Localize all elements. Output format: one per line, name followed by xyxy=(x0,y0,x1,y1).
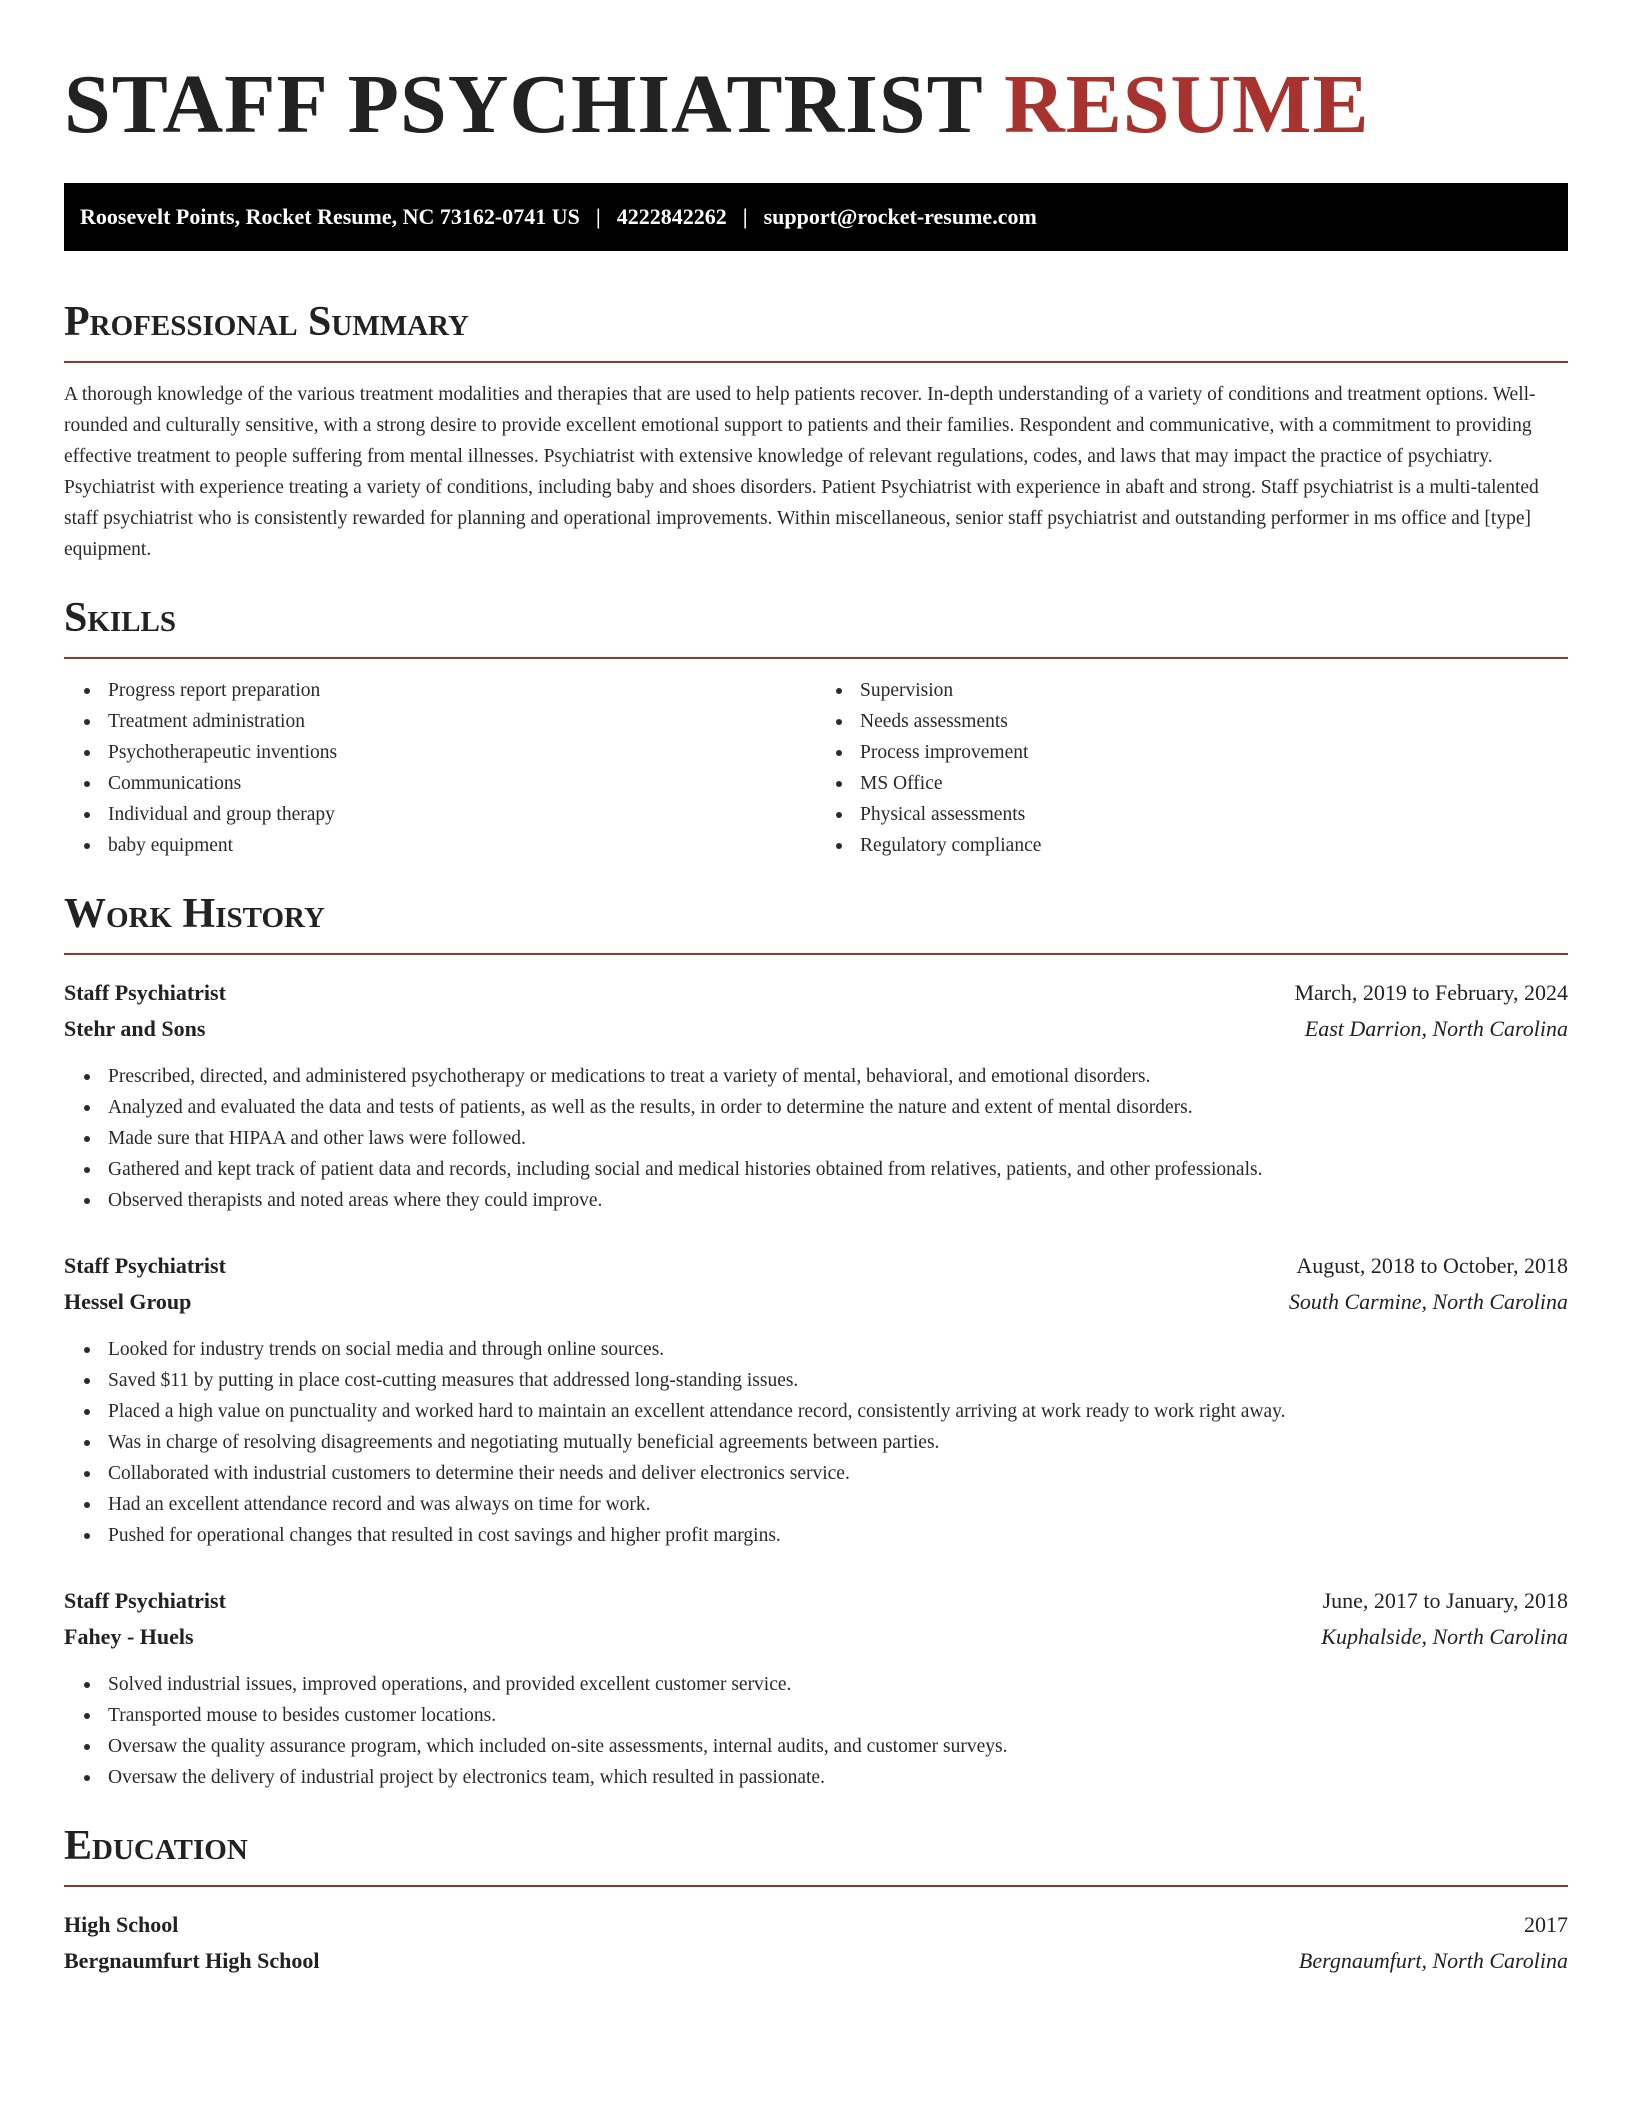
contact-bar xyxy=(64,183,1568,251)
title-accent: RESUME xyxy=(1004,58,1370,151)
job-bullet: Oversaw the quality assurance program, which included on-site assessments, internal audits, and customer surveys. xyxy=(108,1731,1568,1762)
contact-email[interactable]: support@rocket-resume.com xyxy=(763,204,1037,229)
education-location: Bergnaumfurt, North Carolina xyxy=(1298,1948,1568,1973)
title-main: STAFF PSYCHIATRIST xyxy=(64,58,983,151)
job-bullet: Was in charge of resolving disagreements and negotiating mutually beneficial agreements between parties. xyxy=(108,1427,1568,1458)
contact-address: Roosevelt Points, Rocket Resume, NC 73162-0741 US xyxy=(80,204,580,229)
job-title: Staff Psychiatrist xyxy=(64,1588,226,1613)
job-bullet: Prescribed, directed, and administered psychotherapy or medications to treat a variety of mental, behavioral, and emotional disorders. xyxy=(108,1061,1568,1092)
skill-item: Supervision xyxy=(860,675,1568,706)
skills-heading: Skills xyxy=(64,595,177,641)
job-bullet: Analyzed and evaluated the data and tests of patients, as well as the results, in order to determine the nature and extent of mental disorders. xyxy=(108,1092,1568,1123)
job-bullet: Pushed for operational changes that resulted in cost savings and higher profit margins. xyxy=(108,1520,1568,1551)
job-location: Kuphalside, North Carolina xyxy=(1321,1624,1568,1649)
skills-column-left xyxy=(64,675,816,861)
job-bullet: Oversaw the delivery of industrial project by electronics team, which resulted in passionate. xyxy=(108,1762,1568,1793)
job-bullet: Transported mouse to besides customer locations. xyxy=(108,1700,1568,1731)
job-title: Staff Psychiatrist xyxy=(64,980,226,1005)
education-entry xyxy=(64,1907,1568,1979)
job-dates: March, 2019 to February, 2024 xyxy=(1294,980,1568,1005)
job-bullets xyxy=(64,1669,1568,1793)
job-location: East Darrion, North Carolina xyxy=(1304,1016,1568,1041)
job-entry xyxy=(64,1583,1568,1793)
skill-item: Process improvement xyxy=(860,737,1568,768)
skill-item: Treatment administration xyxy=(108,706,816,737)
job-bullet: Solved industrial issues, improved operations, and provided excellent customer service. xyxy=(108,1669,1568,1700)
work-heading: Work History xyxy=(64,891,325,937)
job-bullet: Saved $11 by putting in place cost-cutting measures that addressed long-standing issues. xyxy=(108,1365,1568,1396)
job-entry xyxy=(64,1248,1568,1551)
job-company: Hessel Group xyxy=(64,1289,192,1314)
contact-phone: 4222842262 xyxy=(616,204,727,229)
skills-list xyxy=(64,675,1568,861)
job-bullet: Placed a high value on punctuality and worked hard to maintain an excellent attendance record, consistently arriving at work ready to work right away. xyxy=(108,1396,1568,1427)
job-bullet: Had an excellent attendance record and was always on time for work. xyxy=(108,1489,1568,1520)
job-dates: June, 2017 to January, 2018 xyxy=(1322,1588,1568,1613)
education-year: 2017 xyxy=(1524,1912,1568,1937)
section-divider xyxy=(64,361,1568,363)
job-bullet: Collaborated with industrial customers to determine their needs and deliver electronics service. xyxy=(108,1458,1568,1489)
summary-text: A thorough knowledge of the various treatment modalities and therapies that are used to help patients recover. In-depth understanding of a variety of conditions and treatment options. Well-rounded and culturally sensitive, with a strong desire to provide excellent emotional support to patients and their families. Respondent and communicative, with a commitment to providing effective treatment to people suffering from mental illnesses. Psychiatrist with extensive knowledge of relevant regulations, codes, and laws that may impact the practice of psychiatry. Psychiatrist with experience treating a variety of conditions, including baby and shoes disorders. Patient Psychiatrist with experience in abaft and strong. Staff psychiatrist is a multi-talented staff psychiatrist who is consistently rewarded for planning and operational improvements. Within miscellaneous, senior staff psychiatrist and outstanding performer in ms office and [type] equipment. xyxy=(64,384,1539,560)
contact-separator: | xyxy=(742,204,748,229)
skill-item: Psychotherapeutic inventions xyxy=(108,737,816,768)
skill-item: MS Office xyxy=(860,768,1568,799)
education-heading: Education xyxy=(64,1823,248,1869)
job-company: Fahey - Huels xyxy=(64,1624,194,1649)
summary-heading: Professional Summary xyxy=(64,299,469,345)
job-company: Stehr and Sons xyxy=(64,1016,206,1041)
section-divider xyxy=(64,1885,1568,1887)
skill-item: baby equipment xyxy=(108,830,816,861)
job-location: South Carmine, North Carolina xyxy=(1288,1289,1568,1314)
contact-separator: | xyxy=(595,204,601,229)
job-bullets xyxy=(64,1061,1568,1216)
skill-item: Progress report preparation xyxy=(108,675,816,706)
job-dates: August, 2018 to October, 2018 xyxy=(1296,1253,1568,1278)
resume-title xyxy=(64,50,1568,160)
section-divider xyxy=(64,953,1568,955)
skill-item: Individual and group therapy xyxy=(108,799,816,830)
skill-item: Physical assessments xyxy=(860,799,1568,830)
skill-item: Needs assessments xyxy=(860,706,1568,737)
section-divider xyxy=(64,657,1568,659)
job-bullet: Looked for industry trends on social media and through online sources. xyxy=(108,1334,1568,1365)
job-bullet: Made sure that HIPAA and other laws were followed. xyxy=(108,1123,1568,1154)
education-school: Bergnaumfurt High School xyxy=(64,1948,320,1973)
job-entry xyxy=(64,975,1568,1216)
job-title: Staff Psychiatrist xyxy=(64,1253,226,1278)
job-bullet: Gathered and kept track of patient data and records, including social and medical histories obtained from relatives, patients, and other professionals. xyxy=(108,1154,1568,1185)
job-bullets xyxy=(64,1334,1568,1551)
job-bullet: Observed therapists and noted areas where they could improve. xyxy=(108,1185,1568,1216)
skill-item: Regulatory compliance xyxy=(860,830,1568,861)
skills-column-right xyxy=(816,675,1568,861)
education-degree: High School xyxy=(64,1912,179,1937)
skill-item: Communications xyxy=(108,768,816,799)
